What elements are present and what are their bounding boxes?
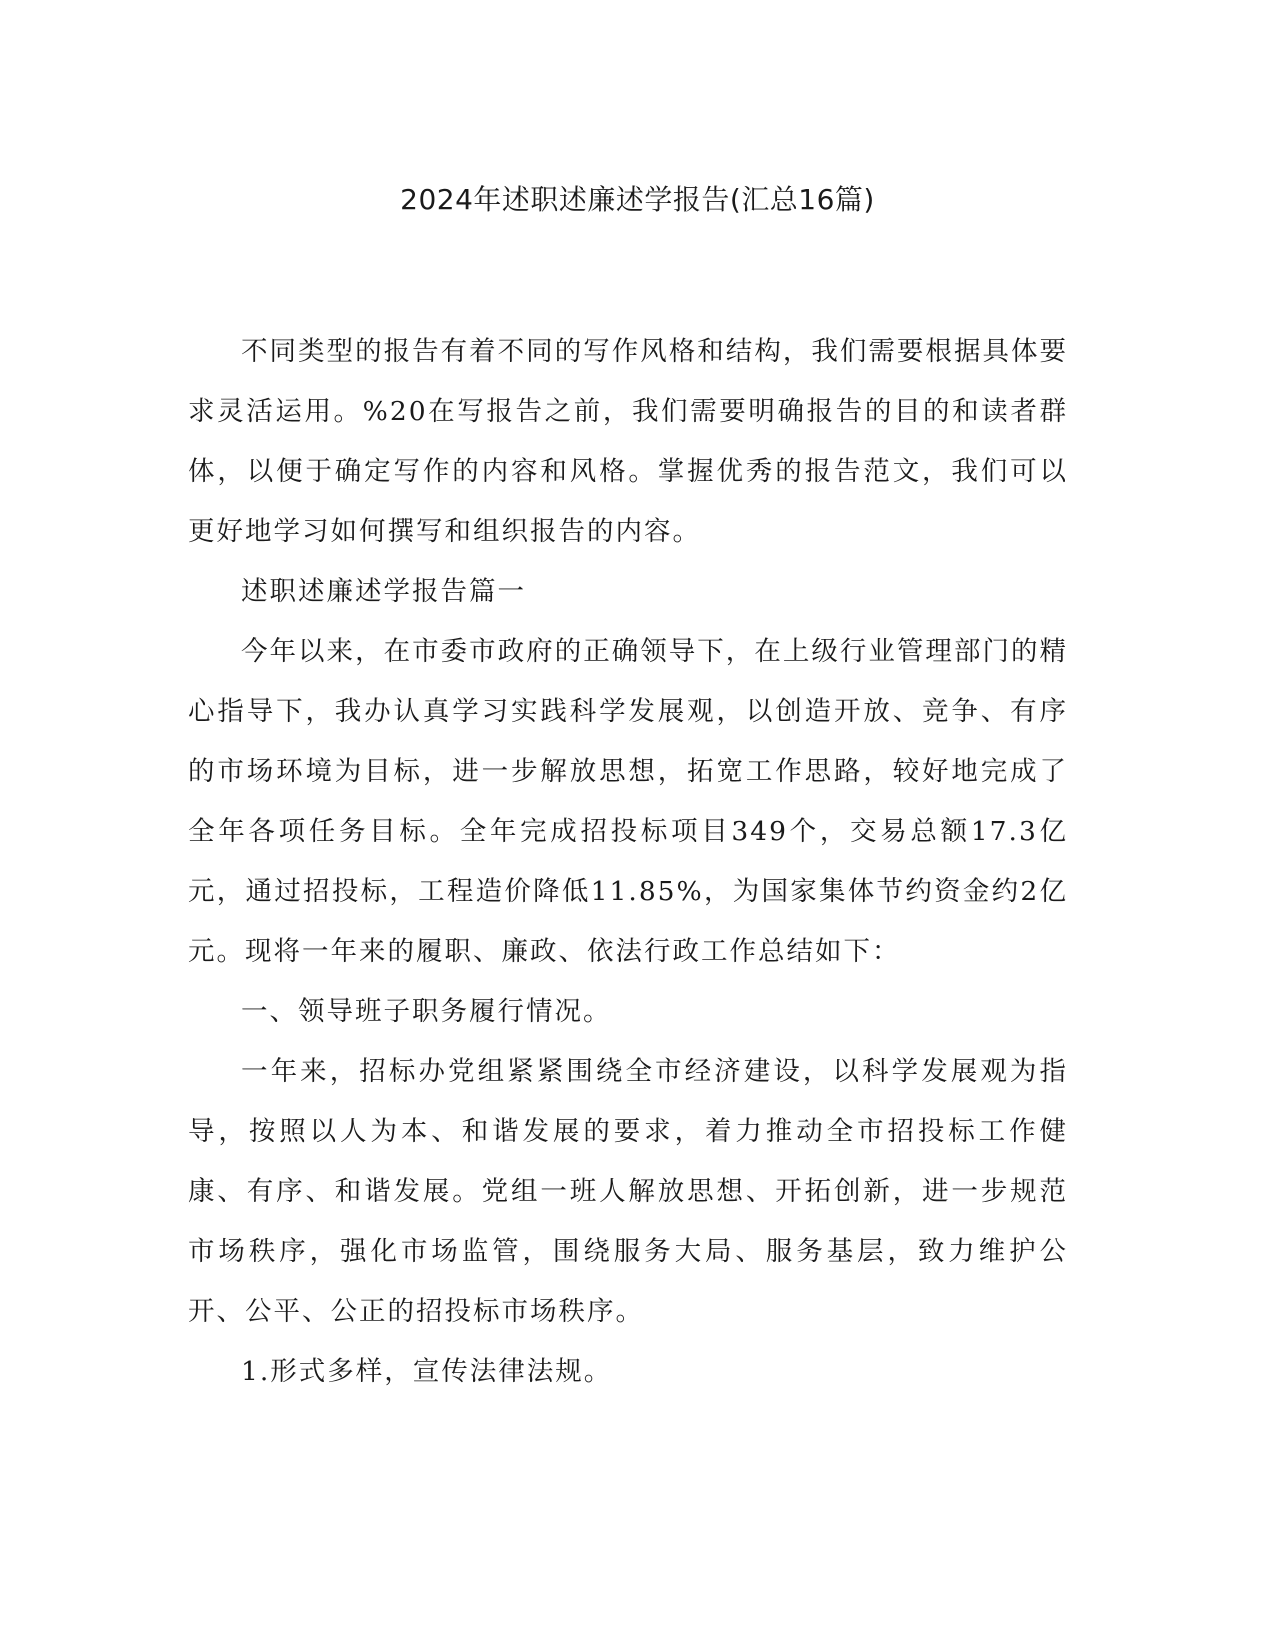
subsection-heading: 一、领导班子职务履行情况。 [241, 996, 612, 1027]
body-paragraph: 今年以来，在市委市政府的正确领导下，在上级行业管理部门的精心指导下，我办认真学习实践科学发展观，以创造开放、竞争、有序的市场环境为目标，进一步解放思想，拓宽工作思路，较好地完成了全年各项任务目标。全年完成招投标项目349个，交易总额17.3亿元，通过招投标，工程造价降低11.85%，为国家集体节约资金约2亿元。现将一年来的履职、廉政、依法行政工作总结如下： [188, 636, 1068, 967]
list-item-heading: 1.形式多样，宣传法律法规。 [241, 1356, 613, 1387]
body-paragraph: 一年来，招标办党组紧紧围绕全市经济建设，以科学发展观为指导，按照以人为本、和谐发展的要求，着力推动全市招投标工作健康、有序、和谐发展。党组一班人解放思想、开拓创新，进一步规范市场秩序，强化市场监管，围绕服务大局、服务基层，致力维护公开、公平、公正的招投标市场秩序。 [188, 1056, 1068, 1327]
document-body [188, 322, 1068, 1402]
section-heading: 述职述廉述学报告篇一 [241, 576, 526, 607]
document-title: 2024年述职述廉述学报告(汇总16篇) [400, 183, 875, 216]
intro-paragraph: 不同类型的报告有着不同的写作风格和结构，我们需要根据具体要求灵活运用。%20在写报告之前，我们需要明确报告的目的和读者群体，以便于确定写作的内容和风格。掌握优秀的报告范文，我们可以更好地学习如何撰写和组织报告的内容。 [188, 336, 1068, 547]
